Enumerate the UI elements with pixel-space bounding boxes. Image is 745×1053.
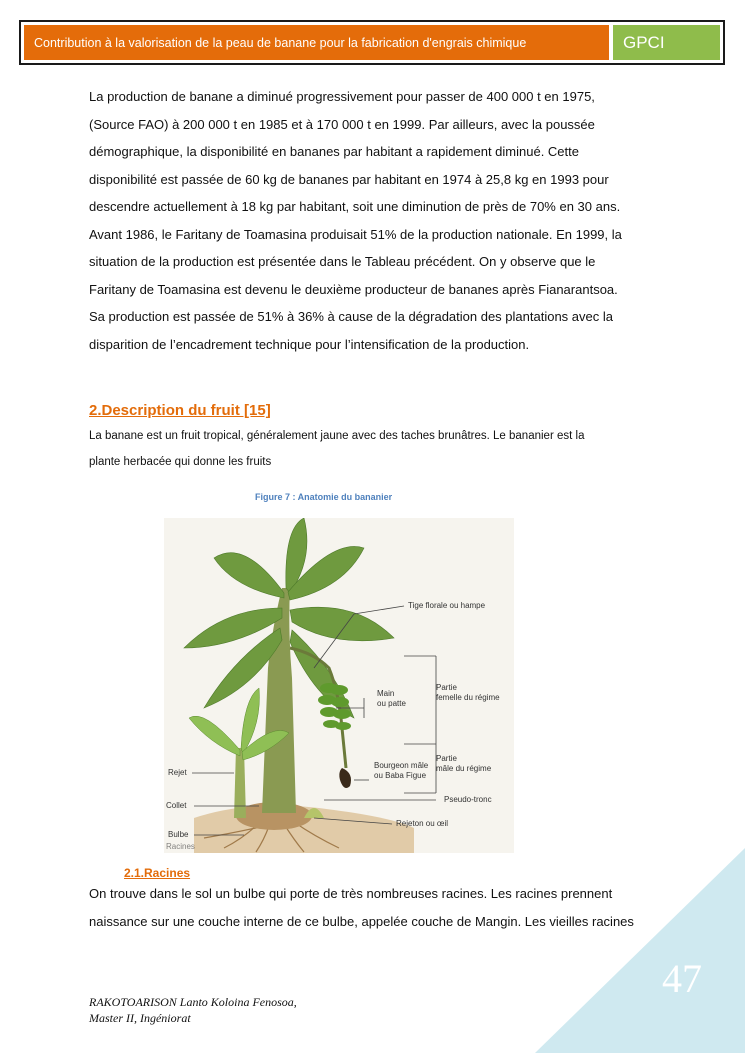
page-footer — [89, 994, 297, 1026]
label-partie-male-2: mâle du régime — [436, 764, 492, 773]
label-bourgeon-2: ou Baba Figue — [374, 771, 427, 780]
label-tige: Tige florale ou hampe — [408, 601, 486, 610]
text-line: disparition de l’encadrement technique pour l’intensification de la production. — [89, 336, 530, 352]
page-header — [19, 20, 725, 65]
label-partie-femelle-2: femelle du régime — [436, 693, 500, 702]
header-tag: GPCI — [613, 25, 720, 60]
banana-plant-illustration — [164, 518, 514, 853]
page-number: 47 — [662, 956, 702, 1001]
label-rejeton: Rejeton ou œil — [396, 819, 449, 828]
banana-plant-figure — [164, 518, 514, 853]
text-line: Avant 1986, le Faritany de Toamasina produisait 51% de la production nationale. En 1999, la — [89, 226, 622, 242]
section-heading: 2.Description du fruit [15] — [89, 402, 271, 419]
text-line: Faritany de Toamasina est devenu le deuxième producteur de bananes après Fianarantsoa. — [89, 281, 618, 297]
header-title: Contribution à la valorisation de la peau de banane pour la fabrication d'engrais chimique — [24, 25, 609, 60]
text-line: démographique, la disponibilité en bananes par habitant a rapidement diminué. Cette — [89, 144, 579, 159]
text-line: On trouve dans le sol un bulbe qui porte de très nombreuses racines. Les racines prennent — [89, 886, 613, 901]
label-racines: Racines — [166, 842, 195, 851]
intro-paragraph — [89, 83, 659, 358]
text-line: plante herbacée qui donne les fruits — [89, 456, 272, 468]
text-line: situation de la production est présentée dans le Tableau précédent. On y observe que le — [89, 254, 596, 269]
label-partie-femelle: Partie — [436, 683, 457, 692]
label-partie-male: Partie — [436, 754, 457, 763]
figure-caption: Figure 7 : Anatomie du bananier — [255, 492, 393, 502]
label-bourgeon: Bourgeon mâle — [374, 761, 429, 770]
label-bulbe: Bulbe — [168, 830, 189, 839]
text-line: La banane est un fruit tropical, généralement jaune avec des taches brunâtres. Le bananier est la — [89, 430, 585, 442]
text-line: descendre actuellement à 18 kg par habitant, soit une diminution de près de 70% en 30 ans. — [89, 199, 621, 214]
text-line: naissance sur une couche interne de ce bulbe, appelée couche de Mangin. Les vieilles racines — [89, 913, 634, 929]
footer-degree: Master II, Ingéniorat — [89, 1011, 191, 1025]
page-corner-decoration — [535, 848, 745, 1053]
label-collet: Collet — [166, 801, 187, 810]
section-text — [89, 423, 659, 475]
text-line: La production de banane a diminué progressivement pour passer de 400 000 t en 1975, — [89, 89, 595, 104]
footer-author: RAKOTOARISON Lanto Koloina Fenosoa, — [89, 995, 297, 1009]
label-pseudo-tronc: Pseudo-tronc — [444, 795, 492, 804]
label-main: Main — [377, 689, 395, 698]
text-line: (Source FAO) à 200 000 t en 1985 et à 170 000 t en 1999. Par ailleurs, avec la poussée — [89, 116, 595, 132]
subsection-heading: 2.1.Racines — [124, 866, 191, 880]
label-rejet: Rejet — [168, 768, 187, 777]
text-line: disponibilité est passée de 60 kg de bananes par habitant en 1974 à 25,8 kg en 1993 pour — [89, 171, 609, 187]
text-line: Sa production est passée de 51% à 36% à cause de la dégradation des plantations avec la — [89, 309, 613, 324]
label-main-2: ou patte — [377, 699, 406, 708]
